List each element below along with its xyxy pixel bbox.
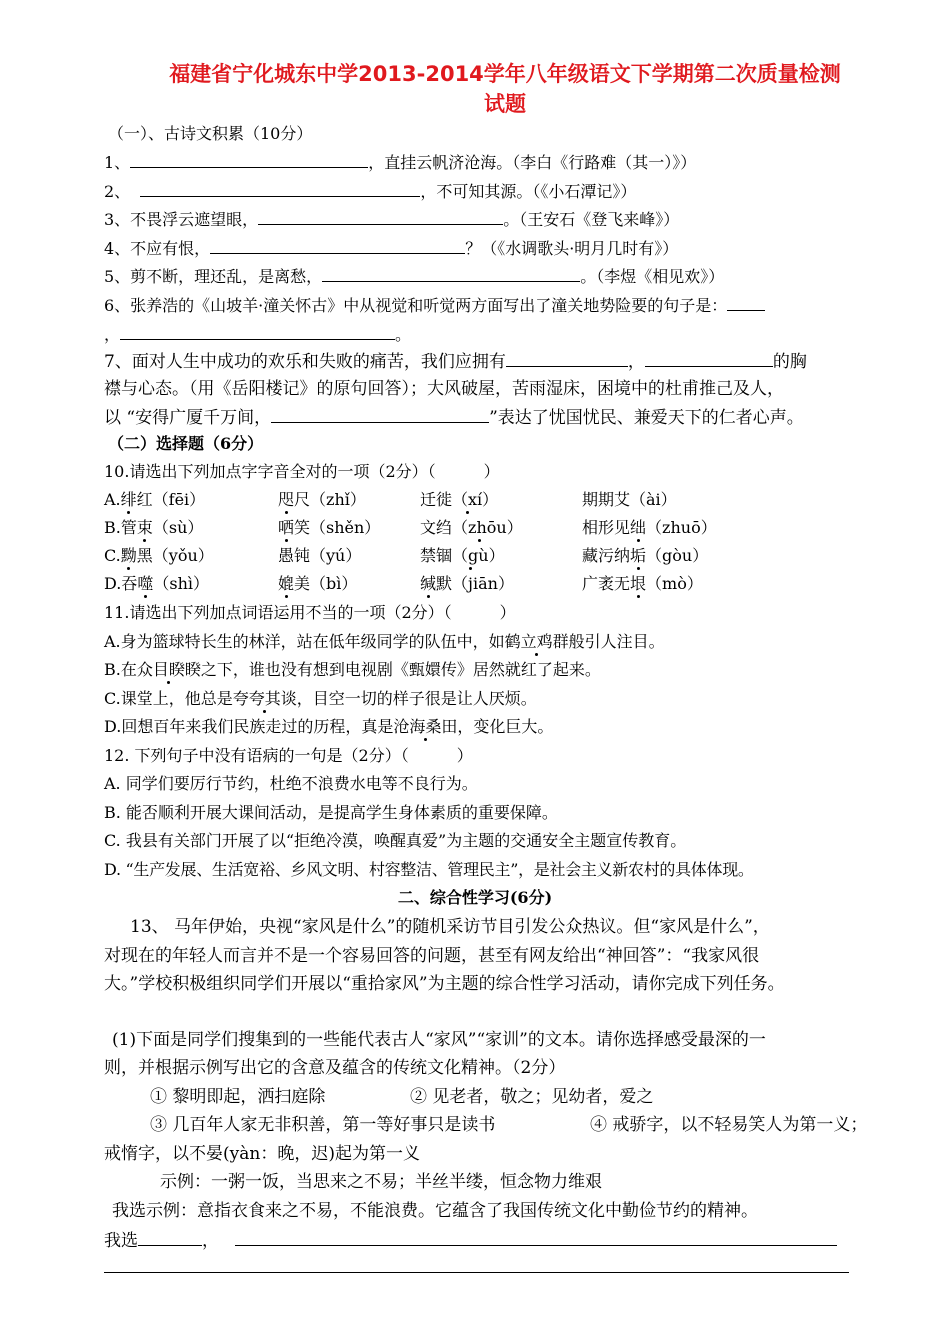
- q3-suffix: 。（王安石《登飞来峰》）: [503, 210, 680, 229]
- dotted-char: 绉（zhōu）: [436, 518, 523, 537]
- q2: [104, 180, 636, 203]
- option-text: 尺（zhǐ）: [294, 490, 366, 509]
- q10-stem: 10.请选出下列加点字字音全对的一项（2分）（ ）: [104, 462, 500, 481]
- dotted-char: 垠: [630, 574, 647, 593]
- q13-item-4: ④ 戒骄字，以不轻易笑人为第一义；: [590, 1115, 868, 1135]
- q13-1-line-1: (1)下面是同学们搜集到的一些能代表古人“家风”“家训”的文本。请你选择感受最深的一: [112, 1030, 766, 1050]
- q13-item-4-cont: 戒惰字，以不晏(yàn：晚，迟)起为第一义: [104, 1144, 420, 1164]
- q1-suffix: ，直挂云帆济沧海。（李白《行路难（其一）》）: [368, 153, 697, 172]
- answer-line[interactable]: [104, 1272, 849, 1273]
- q6: [104, 294, 765, 317]
- option-text: （mò）: [646, 574, 703, 593]
- option-text: 吞: [121, 574, 138, 593]
- q2-prefix: 2、: [104, 182, 131, 201]
- dotted-char: 黝: [120, 546, 137, 565]
- option-text: （shì）: [153, 574, 210, 593]
- q13-line-1: 13、 马年伊始，央视“家风是什么”的随机采访节目引发公众热议。但“家风是什么”，: [130, 917, 770, 937]
- q7-part-b: ，: [627, 352, 645, 372]
- option-text: 文: [420, 518, 437, 537]
- dotted-phrase: 众目睽睽: [136, 660, 201, 679]
- q13-item-3: ③ 几百年人家无非积善，第一等好事只是读书: [150, 1115, 496, 1135]
- q13-example: 示例：一粥一饭，当思来之不易；半丝半缕，恒念物力维艰: [160, 1172, 602, 1192]
- dotted-char: 绯: [120, 490, 137, 509]
- q12-option-d: D. “生产发展、生活宽裕、乡风文明、村容整洁、管理民主”，是社会主义新农村的具体体现。: [104, 860, 754, 879]
- q13-choose-comma: ，: [202, 1231, 219, 1251]
- dotted-char: 绌: [630, 518, 647, 537]
- q7-line-2: 襟与心态。（用《岳阳楼记》的原句回答）；大风破屋，苦雨湿床，困境中的杜甫推己及人，: [104, 379, 784, 399]
- q10-label: B.: [104, 518, 121, 537]
- q7-blank-1[interactable]: [506, 350, 628, 367]
- dotted-char: 噬: [137, 574, 154, 593]
- q3: [104, 208, 679, 231]
- q6-blank-1[interactable]: [727, 294, 765, 311]
- q5-prefix: 5、剪不断，理还乱，是离愁，: [104, 267, 323, 286]
- option-text: 黑（yǒu）: [136, 546, 214, 565]
- q12-option-c: C. 我县有关部门开展了以“拒绝冷漠，唤醒真爱”为主题的交通安全主题宣传教育。: [104, 831, 687, 850]
- dotted-char: 缄: [420, 574, 437, 593]
- option-text: 默（jiān）: [436, 574, 514, 593]
- section-3-heading: 二、综合性学习(6分): [397, 888, 553, 907]
- q12-stem: 12. 下列句子中没有语病的一句是（2分）（ ）: [104, 746, 473, 765]
- option-text: ，目空一切的样子很是让人厌烦。: [296, 689, 537, 708]
- q13-example-answer: 我选示例：意指衣食来之不易，不能浪费。它蕴含了我国传统文化中勤俭节约的精神。: [112, 1201, 758, 1221]
- q5-blank[interactable]: [322, 265, 580, 282]
- q4: [104, 237, 678, 260]
- q7-blank-2[interactable]: [645, 350, 773, 367]
- q1: [104, 151, 696, 174]
- q11-option-a: [104, 631, 665, 653]
- q10-label: C.: [104, 546, 121, 565]
- q4-blank[interactable]: [210, 237, 465, 254]
- q13-item-1: ① 黎明即起，洒扫庭除: [150, 1087, 326, 1107]
- option-text: （zhuō）: [646, 518, 717, 537]
- option-text: 美（bì）: [294, 574, 358, 593]
- q6-l2-suffix: 。: [395, 325, 412, 344]
- q6-line-2: [104, 323, 411, 346]
- title-line-1: 福建省宁化城东中学2013-2014学年八年级语文下学期第二次质量检测: [169, 62, 841, 86]
- q6-l2-prefix: ，: [104, 325, 121, 344]
- q11-option-b: [104, 659, 601, 681]
- option-text: （sù）: [152, 518, 204, 537]
- section-1-heading: （一）、古诗文积累（10分）: [108, 124, 313, 143]
- option-text: 广袤无: [582, 574, 631, 593]
- dotted-char: 垢: [630, 546, 647, 565]
- option-text: 藏污纳: [582, 546, 631, 565]
- dotted-char: 媲: [278, 574, 295, 593]
- q7: [104, 350, 807, 373]
- q1-blank[interactable]: [130, 151, 368, 168]
- q1-prefix: 1、: [104, 153, 131, 172]
- dotted-phrase: 鹤立鸡群: [504, 632, 569, 651]
- option-text: （gòu）: [646, 546, 709, 565]
- q7-l3-prefix: 以 “安得广厦千万间，: [104, 408, 272, 428]
- option-text: 相形见: [582, 518, 631, 537]
- option-text: 愚: [278, 546, 295, 565]
- q5: [104, 265, 724, 288]
- title-line-2: 试题: [484, 92, 526, 116]
- option-text: C.课堂上，他总是: [104, 689, 233, 708]
- dotted-char: 徙（xí）: [436, 490, 499, 509]
- q11-option-c: [104, 688, 537, 710]
- q10-label: A.: [104, 490, 121, 509]
- q3-prefix: 3、不畏浮云遮望眼，: [104, 210, 259, 229]
- option-text: 禁: [420, 546, 437, 565]
- dotted-char: 哂: [278, 518, 295, 537]
- q4-suffix: ？（《水调歌头·明月几时有》）: [465, 239, 679, 258]
- q13-line-2: 对现在的年轻人而言并不是一个容易回答的问题，甚至有网友给出“神回答”：“我家风很: [104, 946, 760, 966]
- q2-blank[interactable]: [140, 180, 420, 197]
- option-text: 红（fēi）: [136, 490, 206, 509]
- q12-option-a: A. 同学们要厉行节约，杜绝不浪费水电等不良行为。: [104, 774, 478, 793]
- q7-l3-suffix: ”表达了忧国忧民、兼爱天下的仁者心声。: [489, 408, 804, 428]
- option-text: 笑（shěn）: [294, 518, 381, 537]
- option-text: 管: [120, 518, 137, 537]
- q4-prefix: 4、不应有恨，: [104, 239, 211, 258]
- q6-blank-2[interactable]: [120, 323, 395, 340]
- q7-part-c: 的胸: [772, 352, 807, 372]
- q13-choose-prefix: 我选: [104, 1231, 138, 1251]
- option-text: 期期艾: [582, 490, 631, 509]
- option-text: D.回想百年来我们民族走过的历程，真是: [104, 717, 394, 736]
- q13-choice-blank[interactable]: [138, 1229, 202, 1246]
- q13-item-2: ② 见老者，敬之；见幼者，爱之: [410, 1087, 654, 1107]
- q5-suffix: 。（李煜《相见欢》）: [580, 267, 725, 286]
- q11-option-d: [104, 716, 553, 738]
- dotted-phrase: 沧海桑田: [393, 717, 458, 736]
- q7-part-a: 7、面对人生中成功的欢乐和失败的痛苦，我们应拥有: [104, 352, 506, 372]
- dotted-char: 束: [136, 518, 153, 537]
- dotted-char: 咫: [278, 490, 295, 509]
- option-text: 迁: [420, 490, 437, 509]
- dotted-phrase: 夸夸其谈: [232, 689, 297, 708]
- q7-blank-3[interactable]: [271, 406, 489, 423]
- option-text: A.身为篮球特长生的林洋，站在低年级同学的队伍中，如: [104, 632, 505, 651]
- option-text: 之下，谁也没有想到电视剧《甄嬛传》居然就红了起来。: [200, 660, 601, 679]
- q6-text: 6、张养浩的《山坡羊·潼关怀古》中从视觉和听觉两方面写出了潼关地势险要的句子是：: [104, 296, 728, 315]
- q3-blank[interactable]: [258, 208, 503, 225]
- q11-stem: 11.请选出下列加点词语运用不当的一项（2分）（ ）: [104, 603, 516, 622]
- option-text: B.在: [104, 660, 137, 679]
- option-text: ，变化巨大。: [457, 717, 554, 736]
- q10-label: D.: [104, 574, 122, 593]
- q13-choose: [104, 1229, 837, 1252]
- q2-suffix: ，不可知其源。（《小石潭记》）: [420, 182, 637, 201]
- q13-1-line-2: 则，并根据示例写出它的含意及蕴含的传统文化精神。（2分）: [104, 1058, 566, 1078]
- dotted-char: 锢（gù）: [436, 546, 505, 565]
- q12-option-b: B. 能否顺利开展大课间活动，是提高学生身体素质的重要保障。: [104, 803, 558, 822]
- option-text: （ài）: [630, 490, 677, 509]
- section-2-heading: （二）选择题（6分）: [108, 434, 264, 453]
- q7-line-3: [104, 406, 804, 429]
- option-text: 钝（yú）: [294, 546, 362, 565]
- q13-answer-blank[interactable]: [235, 1229, 837, 1246]
- q13-line-3: 大。”学校积极组织同学们开展以“重拾家风”为主题的综合性学习活动，请你完成下列任务。: [104, 974, 785, 994]
- option-text: 般引人注目。: [568, 632, 665, 651]
